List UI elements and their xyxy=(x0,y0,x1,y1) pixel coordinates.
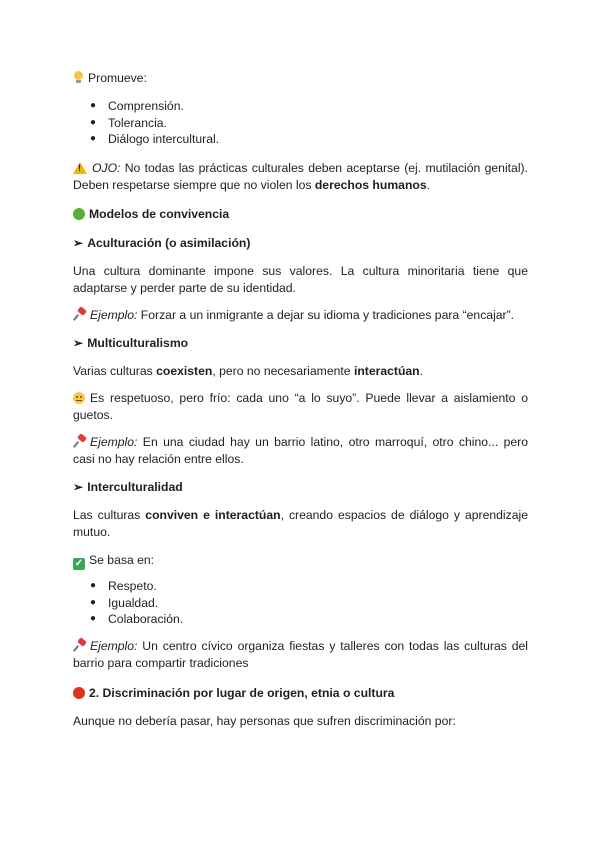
modelos-heading: Modelos de convivencia xyxy=(73,206,528,223)
discriminacion-heading: 2. Discriminación por lugar de origen, etnia o cultura xyxy=(73,685,528,702)
aculturacion-example: Ejemplo: Forzar a un inmigrante a dejar su idioma y tradiciones para “encajar”. xyxy=(73,307,528,324)
bullet-icon: ● xyxy=(90,613,97,624)
neutral-face-icon xyxy=(73,392,85,404)
interculturalidad-heading: ➢ Interculturalidad xyxy=(73,480,183,494)
list-item: ● Tolerancia. xyxy=(90,115,167,130)
list-item: ● Igualdad. xyxy=(90,595,159,610)
aculturacion-body: Una cultura dominante impone sus valores. La cultura minoritaria tiene que adaptarse y perder parte de su identidad. xyxy=(73,264,528,295)
multiculturalismo-example: Ejemplo: En una ciudad hay un barrio latino, otro marroquí, otro chino... pero casi no hay relación entre ellos. xyxy=(73,435,528,466)
se-basa-heading: ✓ Se basa en: xyxy=(74,553,155,569)
bullet-icon: ● xyxy=(90,596,97,608)
multiculturalismo-heading: ➢ Multiculturalismo xyxy=(73,336,189,350)
promueve-heading: Promueve: xyxy=(73,70,528,87)
arrow-icon: ➢ xyxy=(73,480,84,494)
bullet-icon: ● xyxy=(90,116,97,128)
multiculturalismo-body: Varias culturas coexisten, pero no necesariamente interactúan. xyxy=(73,364,424,378)
arrow-icon: ➢ xyxy=(73,236,84,250)
aculturacion-heading: ➢ Aculturación (o asimilación) xyxy=(73,236,251,250)
pushpin-icon xyxy=(73,308,86,321)
ojo-paragraph: ! OJO: No todas las prácticas culturales deben aceptarse (ej. mutilación genital). Deben respetarse siempre que no violen los derechos humanos. xyxy=(73,161,528,192)
red-circle-icon xyxy=(73,687,85,699)
pushpin-icon xyxy=(73,435,86,448)
bullet-icon: ● xyxy=(90,100,97,111)
bullet-icon: ● xyxy=(90,133,97,144)
check-mark-icon: ✓ xyxy=(74,558,84,569)
interculturalidad-body: Las culturas conviven e interactúan, creando espacios de diálogo y aprendizaje mutuo. xyxy=(73,508,528,539)
lightbulb-icon xyxy=(73,71,84,84)
discriminacion-body: Aunque no debería pasar, hay personas que sufren discriminación por: xyxy=(73,714,456,728)
se-basa-list xyxy=(73,578,528,628)
list-item: ● Respeto. xyxy=(90,579,157,593)
list-item: ● Diálogo intercultural. xyxy=(90,132,220,146)
pushpin-icon xyxy=(73,639,86,652)
multiculturalismo-note: Es respetuoso, pero frío: cada uno “a lo suyo”. Puede llevar a aislamiento o guetos. xyxy=(73,391,528,422)
promueve-list xyxy=(73,98,528,148)
bullet-icon: ● xyxy=(90,580,97,591)
green-circle-icon xyxy=(73,208,85,220)
list-item: ● Colaboración. xyxy=(90,612,184,626)
warning-icon: ! xyxy=(73,162,87,174)
arrow-icon: ➢ xyxy=(73,336,84,350)
list-item: ● Comprensión. xyxy=(90,99,184,113)
interculturalidad-example: Ejemplo: Un centro cívico organiza fiestas y talleres con todas las culturas del barrio para compartir tradiciones xyxy=(73,639,528,670)
